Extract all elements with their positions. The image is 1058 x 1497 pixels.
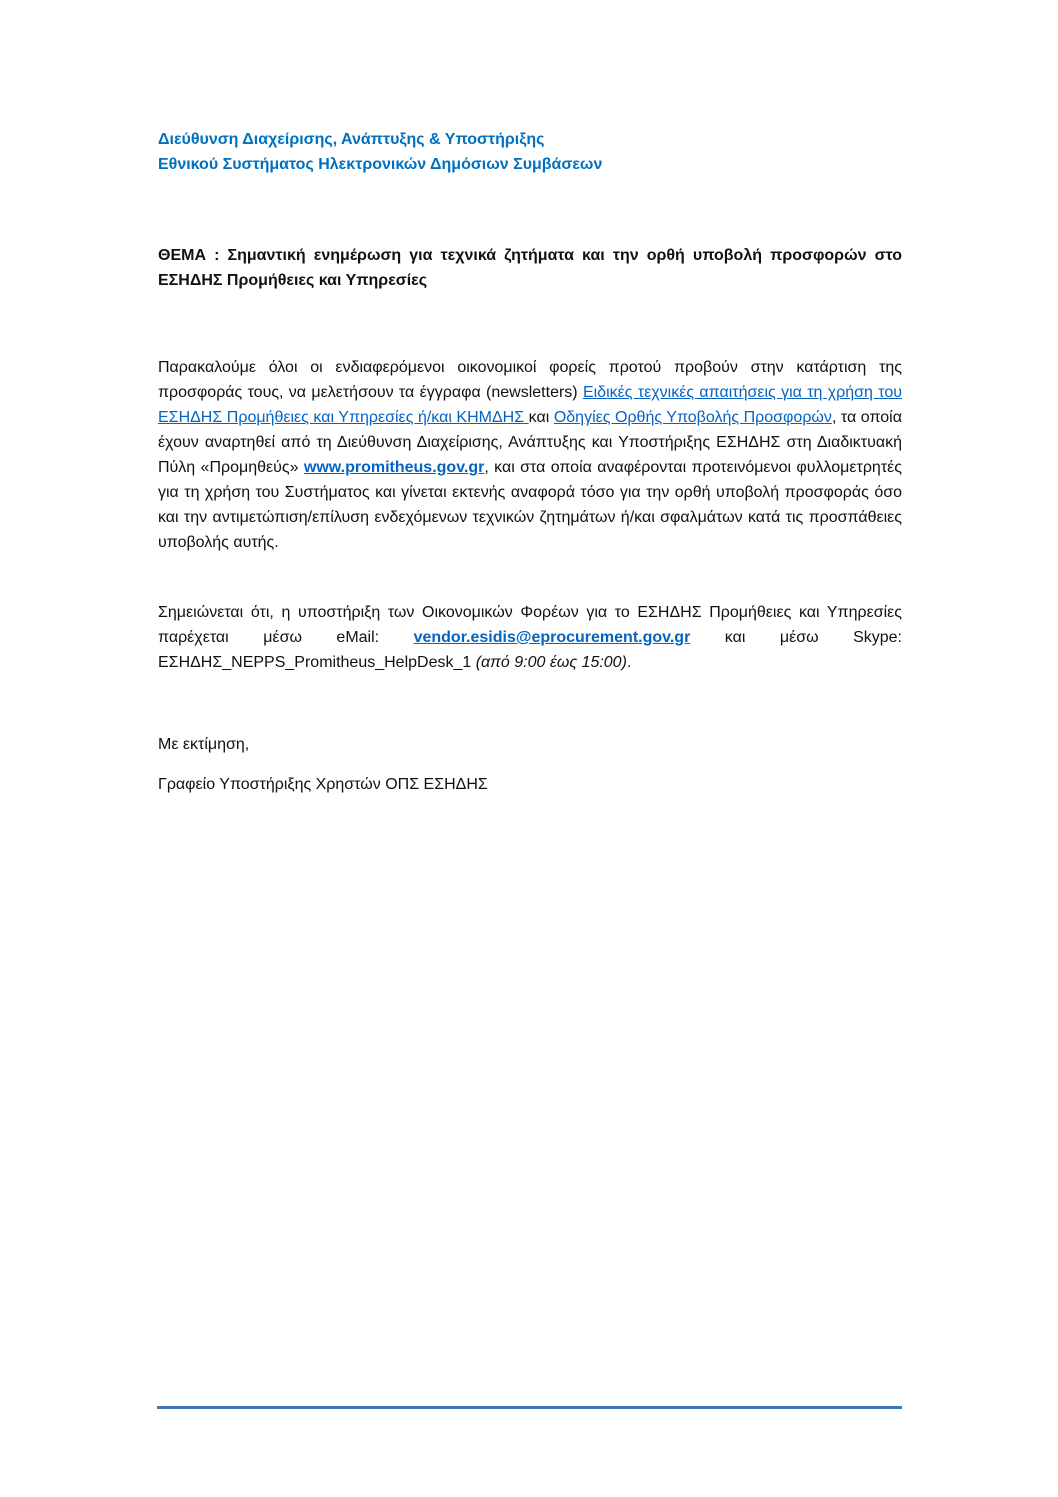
paragraph-1-run-intro: Παρακαλούμε όλοι οι ενδιαφερόμενοι οικονομικοί φορείς προτού προβούν στην κατάρτιση της προσφοράς τους, να μελετήσουν τα έγγραφα (newsletters) (158, 359, 902, 401)
paragraph-1-run-end: , και στα οποία αναφέρονται προτεινόμενοι φυλλομετρητές για τη χρήση του Συστήματος και γίνεται εκτενής αναφορά τόσο για την ορθή υποβολή προσφοράς όσο και την αντιμετώπιση/επίλυση ενδεχόμενων τεχνικών ζητημάτων ή/και σφαλμάτων κατά τις προσπάθειες υποβολής αυτής. (158, 459, 902, 551)
footer-divider (157, 1406, 902, 1409)
closing-salutation: Με εκτίμηση, (158, 736, 250, 753)
link-correct-submission-guidelines[interactable]: Οδηγίες Ορθής Υποβολής Προσφορών (553, 409, 832, 426)
paragraph-2-run-hours: (από 9:00 έως 15:00) (475, 654, 627, 671)
link-promitheus-portal[interactable]: www.promitheus.gov.gr (303, 459, 485, 476)
paragraph-2-run-period: . (626, 654, 632, 671)
paragraph-1-run-middle: , τα οποία έχουν αναρτηθεί από τη Διεύθυνση Διαχείρισης, Ανάπτυξης και Υποστήριξης ΕΣΗΔΗΣ στη Διαδικτυακή Πύλη «Προμηθεύς» (158, 409, 902, 476)
link-technical-requirements[interactable]: Ειδικές τεχνικές απαιτήσεις για τη χρήση του ΕΣΗΔΗΣ Προμήθειες και Υπηρεσίες ή/και ΚΗΜΔΗΣ (158, 384, 902, 426)
link-vendor-support-email[interactable]: vendor.esidis@eprocurement.gov.gr (413, 629, 691, 646)
department-header-line-1: Διεύθυνση Διαχείρισης, Ανάπτυξης & Υποστήριξης (158, 131, 545, 148)
department-header (158, 127, 902, 177)
paragraph-2-run-intro: Σημειώνεται ότι, η υποστήριξη των Οικονομικών Φορέων για το ΕΣΗΔΗΣ Προμήθειες και Υπηρεσίες παρέχεται μέσω eMail: (158, 604, 902, 646)
subject-line: ΘΕΜΑ : Σημαντική ενημέρωση για τεχνικά ζητήματα και την ορθή υποβολή προσφορών στο ΕΣΗΔΗΣ Προμήθειες και Υπηρεσίες (158, 247, 902, 289)
paragraph-2 (158, 600, 902, 675)
closing-signature: Γραφείο Υποστήριξης Χρηστών ΟΠΣ ΕΣΗΔΗΣ (158, 776, 488, 793)
paragraph-1 (158, 355, 902, 555)
department-header-line-2: Εθνικού Συστήματος Ηλεκτρονικών Δημόσιων Συμβάσεων (158, 156, 603, 173)
paragraph-2-run-skype: και μέσω Skype: ΕΣΗΔΗΣ_NEPPS_Promitheus_HelpDesk_1 (158, 629, 902, 671)
paragraph-1-run-and: και (528, 409, 554, 426)
